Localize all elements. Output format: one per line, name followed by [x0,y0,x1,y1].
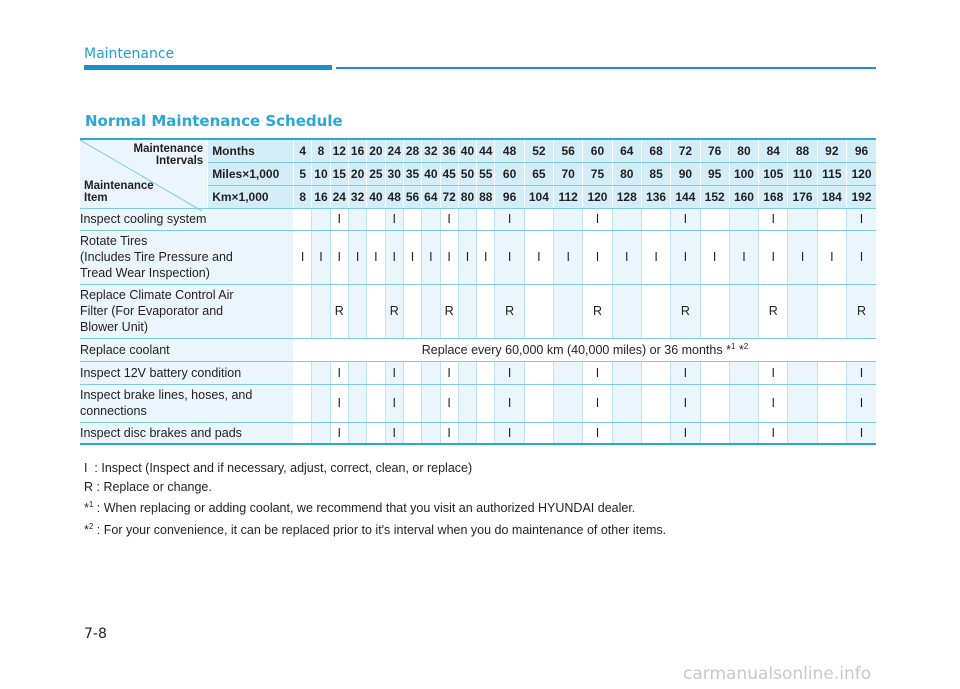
schedule-cell: I [385,361,403,384]
schedule-cell: I [847,361,877,384]
schedule-cell: I [759,361,788,384]
schedule-row [80,361,876,384]
schedule-cell: I [330,422,348,444]
interval-value: 20 [348,162,366,185]
schedule-cell [348,208,366,230]
interval-value: 24 [385,139,403,162]
schedule-cell [729,384,758,422]
schedule-cell: I [440,384,458,422]
schedule-cell [312,208,330,230]
header-row [80,139,876,162]
interval-value: 50 [458,162,476,185]
interval-value: 65 [524,162,553,185]
schedule-cell: I [583,208,612,230]
legend-mark: *$^2$ [84,521,94,537]
section-rule-thick [84,65,332,70]
schedule-cell [367,284,385,338]
interval-value: 40 [458,139,476,162]
interval-value: 92 [817,139,846,162]
schedule-row [80,384,876,422]
schedule-cell [422,208,440,230]
interval-value: 80 [729,139,758,162]
schedule-cell [312,422,330,444]
schedule-cell [612,208,641,230]
schedule-cell [700,208,729,230]
schedule-cell [294,422,312,444]
schedule-cell: I [612,230,641,284]
intervals-label: Maintenance Intervals [133,143,204,167]
schedule-title: Normal Maintenance Schedule [85,112,343,130]
interval-value: 32 [422,139,440,162]
schedule-cell [403,208,421,230]
schedule-cell [554,361,583,384]
schedule-cell [458,384,476,422]
interval-value: 32 [348,185,366,208]
schedule-cell [403,361,421,384]
schedule-cell [641,284,670,338]
schedule-cell: R [671,284,700,338]
schedule-cell: I [422,230,440,284]
schedule-cell: R [385,284,403,338]
interval-value: 36 [440,139,458,162]
interval-value: 60 [583,139,612,162]
corner-cell [80,139,208,208]
interval-value: 96 [495,185,524,208]
schedule-cell [729,208,758,230]
schedule-cell [524,422,553,444]
schedule-cell: I [440,230,458,284]
interval-value: 16 [312,185,330,208]
legend-text: : Replace or change. [93,479,212,494]
schedule-cell: I [847,230,877,284]
footnote-mark: *$^1$ [726,342,736,357]
schedule-cell [348,361,366,384]
schedule-cell [612,422,641,444]
interval-value: 76 [700,139,729,162]
interval-value: 95 [700,162,729,185]
interval-value: 48 [385,185,403,208]
schedule-cell [458,422,476,444]
interval-value: 120 [583,185,612,208]
schedule-cell [641,384,670,422]
schedule-cell [403,284,421,338]
maintenance-schedule-table [80,138,876,445]
interval-value: 56 [554,139,583,162]
schedule-cell [422,384,440,422]
schedule-cell [458,208,476,230]
schedule-cell [367,422,385,444]
schedule-cell [422,422,440,444]
schedule-cell [294,208,312,230]
interval-value: 84 [759,139,788,162]
schedule-cell: I [458,230,476,284]
schedule-cell: I [817,230,846,284]
interval-value: 80 [458,185,476,208]
header-row-label: Months [208,139,294,162]
legend-note [84,478,666,497]
schedule-cell [729,284,758,338]
schedule-cell: I [729,230,758,284]
legend-mark: *$^1$ [84,500,94,515]
interval-value: 75 [583,162,612,185]
schedule-cell [788,422,817,444]
maintenance-item: Inspect brake lines, hoses, and connections [80,384,294,422]
schedule-cell [477,208,495,230]
schedule-cell: I [788,230,817,284]
interval-value: 48 [495,139,524,162]
interval-value: 8 [312,139,330,162]
schedule-cell [367,361,385,384]
interval-value: 45 [440,162,458,185]
watermark: carmanualsonline.info [683,664,872,684]
legend-notes [84,459,666,539]
schedule-cell: I [495,230,524,284]
interval-value: 144 [671,185,700,208]
schedule-cell [554,284,583,338]
schedule-cell: I [700,230,729,284]
interval-value: 30 [385,162,403,185]
schedule-cell [817,284,846,338]
schedule-cell [788,208,817,230]
schedule-cell [700,384,729,422]
schedule-cell: I [330,384,348,422]
interval-value: 184 [817,185,846,208]
schedule-cell [403,422,421,444]
header-row-label: Miles×1,000 [208,162,294,185]
schedule-cell: I [641,230,670,284]
interval-value: 40 [422,162,440,185]
schedule-cell [422,361,440,384]
legend-text: : Inspect (Inspect and if necessary, adjust, correct, clean, or replace) [87,461,473,475]
section-title: Maintenance [84,46,175,62]
schedule-cell: I [583,230,612,284]
interval-note-text: Replace every 60,000 km (40,000 miles) or 36 months [421,343,727,357]
schedule-cell: I [312,230,330,284]
schedule-cell [312,284,330,338]
schedule-cell [554,208,583,230]
schedule-cell: I [385,384,403,422]
legend-mark: R [84,479,94,494]
schedule-cell [477,284,495,338]
schedule-cell [477,422,495,444]
interval-value: 152 [700,185,729,208]
legend-note [84,496,666,518]
item-label: Maintenance Item [84,179,154,204]
schedule-cell: I [330,361,348,384]
schedule-cell: I [583,384,612,422]
schedule-cell [612,284,641,338]
schedule-cell: I [554,230,583,284]
interval-value: 96 [847,139,877,162]
legend-note [84,518,666,540]
schedule-row [80,208,876,230]
interval-value: 60 [495,162,524,185]
schedule-cell: I [671,384,700,422]
interval-value: 128 [612,185,641,208]
schedule-cell [817,384,846,422]
schedule-row [80,422,876,444]
schedule-cell: I [477,230,495,284]
interval-value: 4 [294,139,312,162]
interval-value: 100 [729,162,758,185]
interval-value: 16 [348,139,366,162]
schedule-cell [348,384,366,422]
schedule-cell: I [495,361,524,384]
interval-note [294,338,877,361]
schedule-cell: I [847,422,877,444]
schedule-cell [367,384,385,422]
schedule-cell [641,208,670,230]
schedule-cell: I [583,422,612,444]
schedule-cell [641,422,670,444]
schedule-cell [729,422,758,444]
schedule-cell [817,208,846,230]
schedule-cell: I [671,422,700,444]
interval-value: 85 [641,162,670,185]
schedule-cell [554,422,583,444]
schedule-cell [700,361,729,384]
schedule-cell [294,384,312,422]
schedule-cell [524,208,553,230]
interval-value: 20 [367,139,385,162]
schedule-cell: I [403,230,421,284]
schedule-cell: I [524,230,553,284]
schedule-cell: I [759,208,788,230]
schedule-cell [788,384,817,422]
interval-value: 12 [330,139,348,162]
interval-value: 15 [330,162,348,185]
schedule-cell: R [847,284,877,338]
maintenance-item: Replace coolant [80,338,294,361]
schedule-cell: I [495,384,524,422]
maintenance-item: Inspect disc brakes and pads [80,422,294,444]
schedule-cell: I [847,208,877,230]
footnote-mark: *$^2$ [738,342,749,357]
schedule-cell: I [348,230,366,284]
schedule-cell [817,422,846,444]
interval-value: 64 [612,139,641,162]
interval-value: 192 [847,185,877,208]
schedule-cell: R [330,284,348,338]
interval-value: 88 [477,185,495,208]
interval-value: 40 [367,185,385,208]
schedule-cell: R [759,284,788,338]
interval-value: 80 [612,162,641,185]
schedule-cell [700,422,729,444]
interval-value: 160 [729,185,758,208]
maintenance-item: Inspect cooling system [80,208,294,230]
schedule-cell [788,284,817,338]
interval-value: 70 [554,162,583,185]
interval-value: 24 [330,185,348,208]
schedule-cell [312,361,330,384]
schedule-cell: I [671,208,700,230]
schedule-cell [348,422,366,444]
schedule-cell: R [583,284,612,338]
schedule-cell: I [330,230,348,284]
interval-value: 72 [440,185,458,208]
schedule-cell [458,361,476,384]
interval-value: 88 [788,139,817,162]
schedule-row [80,284,876,338]
maintenance-item: Inspect 12V battery condition [80,361,294,384]
interval-value: 28 [403,139,421,162]
schedule-cell [700,284,729,338]
schedule-cell: I [671,361,700,384]
schedule-cell [294,284,312,338]
interval-value: 64 [422,185,440,208]
schedule-cell: I [385,422,403,444]
schedule-cell: I [440,422,458,444]
interval-value: 90 [671,162,700,185]
schedule-cell: I [330,208,348,230]
schedule-cell: I [440,361,458,384]
schedule-cell: I [440,208,458,230]
schedule-cell [554,384,583,422]
schedule-cell [458,284,476,338]
maintenance-item: Replace Climate Control Air Filter (For Evaporator and Blower Unit) [80,284,294,338]
interval-value: 44 [477,139,495,162]
schedule-cell: I [847,384,877,422]
schedule-cell [348,284,366,338]
interval-value: 112 [554,185,583,208]
schedule-cell: I [385,230,403,284]
schedule-cell [612,361,641,384]
interval-value: 35 [403,162,421,185]
schedule-cell [422,284,440,338]
interval-value: 8 [294,185,312,208]
interval-value: 72 [671,139,700,162]
maintenance-item: Rotate Tires (Includes Tire Pressure and Tread Wear Inspection) [80,230,294,284]
interval-value: 25 [367,162,385,185]
schedule-cell: I [583,361,612,384]
schedule-cell [477,384,495,422]
schedule-cell: I [759,230,788,284]
schedule-cell [294,361,312,384]
schedule-cell: I [671,230,700,284]
schedule-cell: I [495,208,524,230]
interval-value: 56 [403,185,421,208]
interval-value: 55 [477,162,495,185]
schedule-cell: R [440,284,458,338]
interval-value: 176 [788,185,817,208]
schedule-row [80,338,876,361]
schedule-cell [524,284,553,338]
interval-value: 104 [524,185,553,208]
interval-value: 115 [817,162,846,185]
schedule-cell: I [385,208,403,230]
schedule-cell: R [495,284,524,338]
schedule-cell: I [759,384,788,422]
legend-note [84,459,666,478]
schedule-cell [788,361,817,384]
legend-mark: I [84,461,88,475]
interval-value: 110 [788,162,817,185]
interval-value: 168 [759,185,788,208]
schedule-cell [817,361,846,384]
schedule-row [80,230,876,284]
schedule-cell: I [495,422,524,444]
schedule-cell [367,208,385,230]
schedule-cell [612,384,641,422]
schedule-cell [477,361,495,384]
schedule-cell [524,384,553,422]
header-row-label: Km×1,000 [208,185,294,208]
schedule-cell [641,361,670,384]
schedule-cell: I [759,422,788,444]
interval-value: 10 [312,162,330,185]
interval-value: 105 [759,162,788,185]
interval-value: 68 [641,139,670,162]
interval-value: 5 [294,162,312,185]
schedule-cell [729,361,758,384]
schedule-cell: I [367,230,385,284]
interval-value: 120 [847,162,877,185]
schedule-cell: I [294,230,312,284]
page-number: 7-8 [84,626,107,642]
schedule-cell [312,384,330,422]
schedule-cell [403,384,421,422]
legend-text: : When replacing or adding coolant, we recommend that you visit an authorized HYUNDAI dealer. [93,501,636,515]
legend-text: : For your convenience, it can be replaced prior to it's interval when you do maintenance of other items. [93,522,667,537]
interval-value: 52 [524,139,553,162]
schedule-cell [524,361,553,384]
section-rule-thin [336,67,876,69]
interval-value: 136 [641,185,670,208]
